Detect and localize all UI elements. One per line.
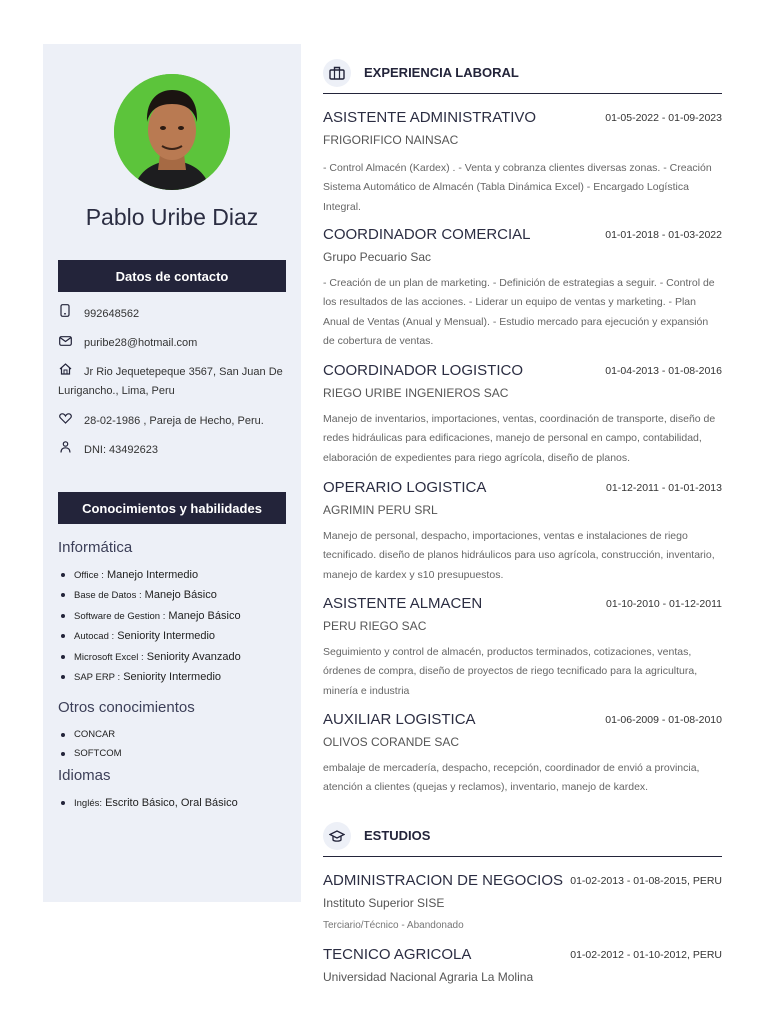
experience-section-title: EXPERIENCIA LABORAL — [364, 65, 519, 80]
idiomas-title: Idiomas — [58, 767, 111, 784]
contact-email-text: puribe28@hotmail.com — [84, 337, 198, 349]
list-item: Autocad : Seniority Intermedio — [58, 626, 288, 646]
contact-phone-text: 992648562 — [84, 308, 140, 320]
list-item: SOFTCOM — [58, 744, 288, 763]
contact-email — [58, 333, 288, 353]
graduation-cap-icon — [323, 822, 351, 850]
job-title: COORDINADOR COMERCIAL — [323, 226, 531, 243]
job-description: - Creación de un plan de marketing. - Definición de estrategias a seguir. - Control de los resultados de las acciones. - Liderar un equipo de ventas y marketing. - Plan Anual de Ventas (Anual y Mensual). - Estudio mercado para ejecución y expansión de cobertura de ventas. — [323, 277, 715, 347]
contact-civil-status-text: 28-02-1986 , Pareja de Hecho, Peru. — [84, 415, 264, 427]
contact-section-header: Datos de contacto — [58, 260, 286, 292]
job-description: Manejo de inventarios, importaciones, ventas, coordinación de transporte, diseño de redes hidráulicas para edificaciones, manejo de personal en campo, contabilidad, elaboración de expedientes para riego agrícola, diseño de planos. — [323, 413, 716, 464]
avatar — [114, 74, 230, 190]
profile-photo — [114, 74, 230, 190]
contact-civil-status — [58, 411, 288, 431]
otros-title: Otros conocimientos — [58, 699, 195, 716]
job-company: OLIVOS CORANDE SAC — [323, 735, 460, 749]
list-item: Microsoft Excel : Seniority Avanzado — [58, 647, 288, 667]
contact-address-text: Jr Rio Jequetepeque 3567, San Juan De Lurigancho., Lima, Peru — [58, 366, 283, 397]
education-institution: Instituto Superior SISE — [323, 896, 445, 910]
job-description: Manejo de personal, despacho, importaciones, ventas e instalaciones de riego tecnificado. diseño de planos hidráulicos para uso agrícola, construcción, inventario, manejo de kardex y s10 presupuestos. — [323, 530, 715, 581]
contact-phone — [58, 304, 288, 324]
job-company: RIEGO URIBE INGENIEROS SAC — [323, 386, 509, 400]
home-icon — [58, 362, 72, 381]
list-item: Software de Gestion : Manejo Básico — [58, 606, 288, 626]
job-description: - Control Almacén (Kardex) . - Venta y cobranza clientes diversas zonas. - Creación Sistema Automático de Almacén (Tabla Dinámica Excel) - Encargado Logística Integral. — [323, 162, 712, 213]
phone-icon — [58, 304, 72, 323]
list-item: Base de Datos : Manejo Básico — [58, 585, 288, 605]
job-dates: 01-06-2009 - 01-08-2010 — [605, 714, 722, 726]
job-company: PERU RIEGO SAC — [323, 619, 427, 633]
job-company: Grupo Pecuario Sac — [323, 250, 432, 264]
education-dates: 01-02-2013 - 01-08-2015, PERU — [570, 875, 722, 887]
education-title: ADMINISTRACION DE NEGOCIOS — [323, 872, 564, 889]
contact-dni-text: DNI: 43492623 — [84, 444, 158, 456]
list-item: Inglés: Escrito Básico, Oral Básico — [58, 793, 288, 813]
job-dates: 01-04-2013 - 01-08-2016 — [605, 365, 722, 377]
job-dates: 01-01-2018 - 01-03-2022 — [605, 229, 722, 241]
education-note: Terciario/Técnico - Abandonado — [323, 920, 464, 931]
job-company: AGRIMIN PERU SRL — [323, 503, 438, 517]
otros-list — [58, 725, 288, 763]
education-dates: 01-02-2012 - 01-10-2012, PERU — [570, 949, 722, 961]
job-title: ASISTENTE ADMINISTRATIVO — [323, 109, 537, 126]
education-section-header — [323, 826, 722, 857]
list-item: CONCAR — [58, 725, 288, 744]
profile-name: Pablo Uribe Diaz — [85, 204, 259, 230]
person-icon — [58, 440, 72, 459]
job-description: embalaje de mercadería, despacho, recepción, coordinador de envió a provincia, atención a clientes (quejas y reclamos), inventario, manejo de kardex. — [323, 762, 700, 794]
contact-address — [58, 362, 288, 401]
job-dates: 01-10-2010 - 01-12-2011 — [606, 598, 722, 610]
contact-dni — [58, 440, 288, 460]
informatica-title: Informática — [58, 539, 133, 556]
job-dates: 01-05-2022 - 01-09-2023 — [605, 112, 722, 124]
job-description: Seguimiento y control de almacén, productos terminados, cotizaciones, ventas, órdenes de compra, diseño de proyectos de riego tecnificado para la agricultura, minería e industria — [323, 646, 698, 697]
sidebar — [43, 44, 301, 902]
job-title: ASISTENTE ALMACEN — [323, 595, 483, 612]
job-title: AUXILIAR LOGISTICA — [323, 711, 476, 728]
informatica-list — [58, 565, 288, 687]
idiomas-list — [58, 793, 288, 813]
education-section-title: ESTUDIOS — [364, 828, 431, 843]
education-title: TECNICO AGRICOLA — [323, 946, 472, 963]
list-item: SAP ERP : Seniority Intermedio — [58, 667, 288, 687]
job-title: COORDINADOR LOGISTICO — [323, 362, 524, 379]
skills-section-header: Conocimientos y habilidades — [58, 492, 286, 524]
education-institution: Universidad Nacional Agraria La Molina — [323, 970, 534, 984]
job-dates: 01-12-2011 - 01-01-2013 — [606, 482, 722, 494]
experience-section-header — [323, 63, 722, 94]
job-title: OPERARIO LOGISTICA — [323, 479, 487, 496]
heart-icon — [58, 411, 72, 430]
briefcase-icon — [323, 59, 351, 87]
list-item: Office : Manejo Intermedio — [58, 565, 288, 585]
mail-icon — [58, 333, 72, 352]
job-company: FRIGORIFICO NAINSAC — [323, 133, 459, 147]
